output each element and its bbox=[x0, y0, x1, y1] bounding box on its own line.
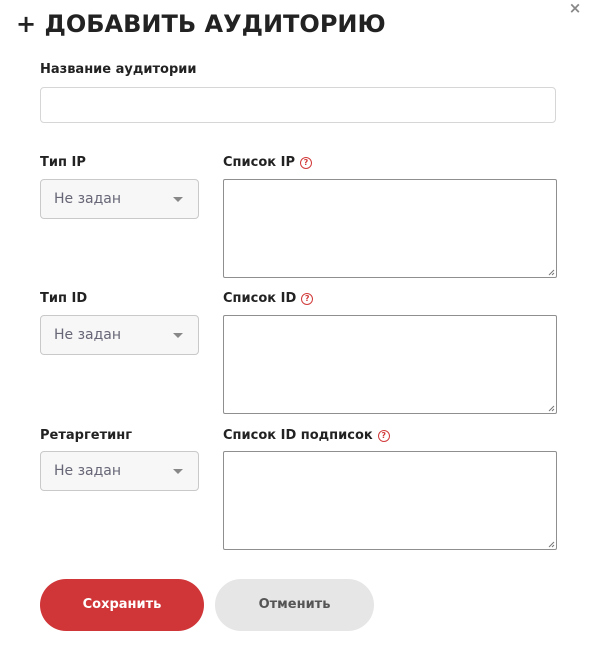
audience-name-input[interactable] bbox=[40, 87, 556, 123]
ip-type-select[interactable] bbox=[40, 179, 199, 219]
close-icon[interactable]: × bbox=[568, 0, 582, 17]
subscription-id-list-label-text: Список ID подписок bbox=[223, 428, 373, 443]
id-type-label: Тип ID bbox=[40, 291, 88, 306]
ip-type-selected-value: Не задан bbox=[54, 191, 122, 207]
resize-grip-icon[interactable] bbox=[547, 268, 555, 276]
subscription-id-list-label bbox=[223, 428, 390, 443]
help-icon[interactable]: ? bbox=[301, 293, 313, 305]
resize-grip-icon[interactable] bbox=[547, 540, 555, 548]
chevron-down-icon bbox=[173, 469, 183, 474]
id-type-select[interactable] bbox=[40, 315, 199, 355]
ip-list-textarea[interactable] bbox=[223, 179, 557, 278]
chevron-down-icon bbox=[173, 333, 183, 338]
retargeting-selected-value: Не задан bbox=[54, 463, 122, 479]
help-icon[interactable]: ? bbox=[378, 430, 390, 442]
id-type-selected-value: Не задан bbox=[54, 327, 122, 343]
id-list-label bbox=[223, 291, 313, 306]
chevron-down-icon bbox=[173, 197, 183, 202]
dialog-title: + ДОБАВИТЬ АУДИТОРИЮ bbox=[16, 10, 386, 38]
ip-list-label-text: Список IP bbox=[223, 155, 295, 170]
help-icon[interactable]: ? bbox=[300, 157, 312, 169]
retargeting-select[interactable] bbox=[40, 451, 199, 491]
subscription-id-list-textarea[interactable] bbox=[223, 451, 557, 550]
id-list-textarea[interactable] bbox=[223, 315, 557, 414]
audience-name-label: Название аудитории bbox=[40, 62, 197, 77]
ip-type-label: Тип IP bbox=[40, 155, 86, 170]
save-button[interactable]: Сохранить bbox=[40, 579, 204, 631]
cancel-button[interactable]: Отменить bbox=[215, 579, 374, 631]
retargeting-label: Ретаргетинг bbox=[40, 428, 132, 443]
ip-list-label bbox=[223, 155, 312, 170]
id-list-label-text: Список ID bbox=[223, 291, 297, 306]
resize-grip-icon[interactable] bbox=[547, 404, 555, 412]
